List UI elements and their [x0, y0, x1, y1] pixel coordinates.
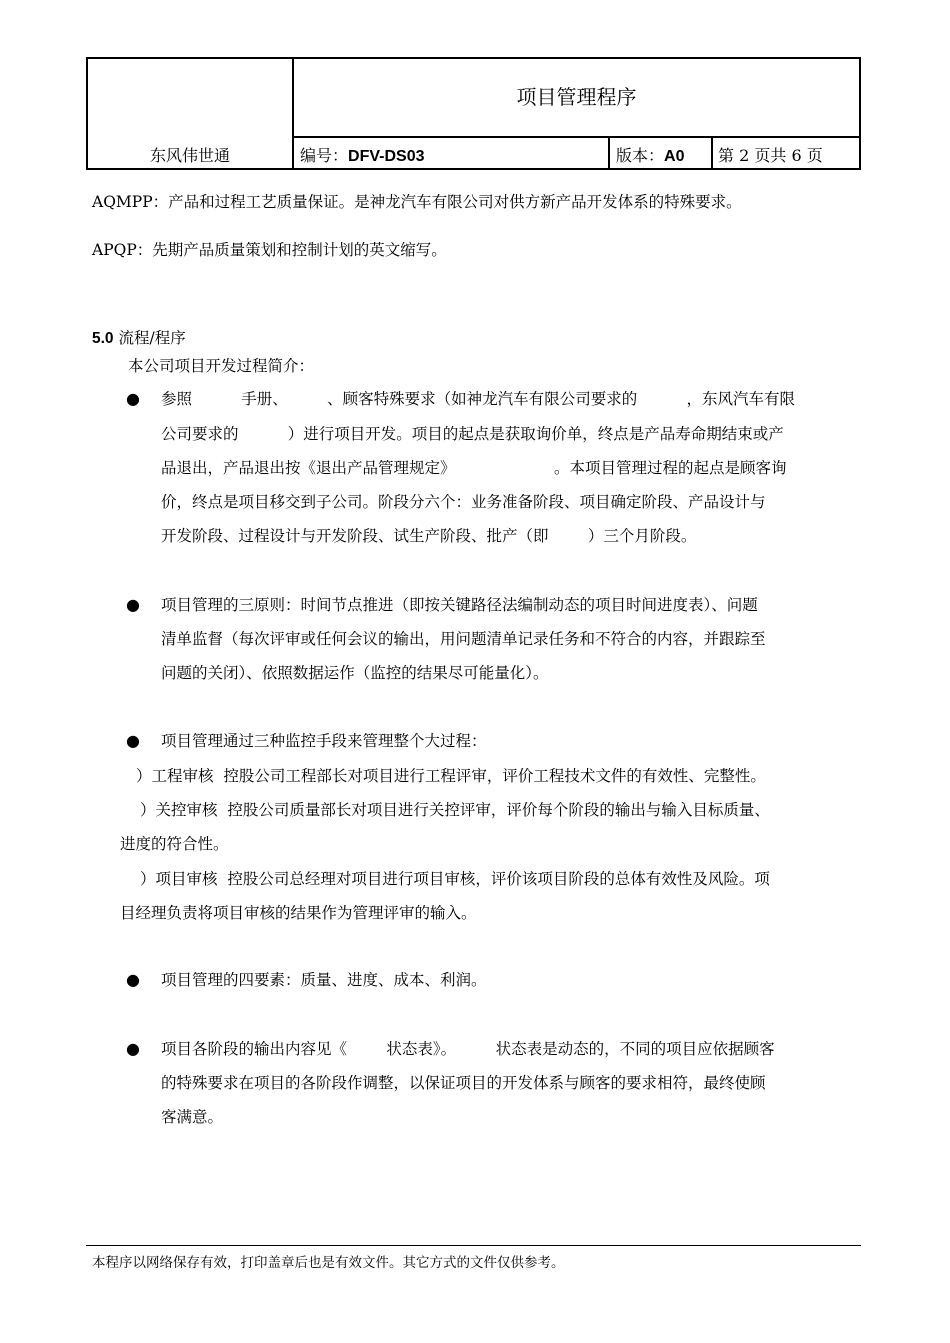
- section-title: 流程/程序: [118, 329, 186, 347]
- section-number: 5.0: [92, 330, 114, 347]
- paragraph-line: 价，终点是项目移交到子公司。阶段分六个：业务准备阶段、项目确定阶段、产品设计与: [161, 493, 766, 511]
- paragraph-line: 公司要求的 ）进行项目开发。项目的起点是获取询价单，终点是产品寿命期结束或产: [161, 425, 784, 443]
- monitor-item-engineering: ）工程审核 控股公司工程部长对项目进行工程评审，评价工程技术文件的有效性、完整性。: [136, 767, 766, 785]
- footer-note: 本程序以网络保存有效，打印盖章后也是有效文件。其它方式的文件仅供参考。: [92, 1255, 565, 1271]
- document-code: [300, 143, 424, 166]
- bullet-icon: ●: [126, 389, 140, 408]
- paragraph-line: 参照 手册、 、顾客特殊要求（如神龙汽车有限公司要求的 ，东风汽车有限: [161, 390, 795, 408]
- footer-divider: [86, 1245, 861, 1246]
- paragraph-line: 问题的关闭）、依照数据运作（监控的结果尽可能量化）。: [161, 664, 549, 682]
- bullet-icon: ●: [126, 1039, 140, 1058]
- paragraph-line: 清单监督（每次评审或任何会议的输出，用问题清单记录任务和不符合的内容，并跟踪至: [161, 630, 766, 648]
- paragraph-line: 开发阶段、过程设计与开发阶段、试生产阶段、批产（即 ）三个月阶段。: [161, 527, 697, 545]
- section-heading: [92, 328, 186, 349]
- paragraph-line: 项目各阶段的输出内容见《 状态表》。 状态表是动态的，不同的项目应依据顾客: [161, 1040, 775, 1058]
- document-title: 项目管理程序: [516, 85, 637, 109]
- bullet-icon: ●: [126, 731, 140, 750]
- paragraph-line: 客满意。: [161, 1108, 224, 1126]
- definition-apqp: APQP：先期产品质量策划和控制计划的英文缩写。: [92, 241, 447, 259]
- divider: [292, 59, 294, 168]
- paragraph-line: 的特殊要求在项目的各阶段作调整，以保证项目的开发体系与顾客的要求相符，最终使顾: [161, 1074, 766, 1092]
- bullet-icon: ●: [126, 970, 140, 989]
- company-name: 东风伟世通: [149, 146, 230, 165]
- page-info: 第 2 页共 6 页: [718, 146, 823, 165]
- document-version: [616, 143, 684, 166]
- definition-aqmpp: AQMPP：产品和过程工艺质量保证。是神龙汽车有限公司对供方新产品开发体系的特殊要求。: [92, 193, 742, 211]
- paragraph-line: 项目管理的三原则：时间节点推进（即按关键路径法编制动态的项目时间进度表）、问题: [161, 596, 758, 614]
- bullet-icon: ●: [126, 595, 140, 614]
- section-intro: 本公司项目开发过程简介：: [128, 357, 315, 375]
- document-header-table: [86, 57, 861, 170]
- monitor-item-quality-cont: 进度的符合性。: [120, 835, 229, 853]
- paragraph-line: 品退出，产品退出按《退出产品管理规定》 。本项目管理过程的起点是顾客询: [161, 459, 787, 477]
- version-value: A0: [664, 148, 685, 165]
- paragraph-line: 项目管理通过三种监控手段来管理整个大过程：: [161, 732, 487, 750]
- divider: [292, 136, 859, 138]
- code-label: 编号：: [300, 146, 349, 165]
- divider: [608, 136, 610, 168]
- version-label: 版本：: [616, 146, 665, 165]
- monitor-item-project-cont: 目经理负责将项目审核的结果作为管理评审的输入。: [120, 904, 477, 922]
- paragraph-line: 项目管理的四要素：质量、进度、成本、利润。: [161, 971, 487, 989]
- monitor-item-project: ）项目审核 控股公司总经理对项目进行项目审核，评价该项目阶段的总体有效性及风险。项: [140, 870, 770, 888]
- monitor-item-quality: ）关控审核 控股公司质量部长对项目进行关控评审，评价每个阶段的输出与输入目标质量、: [140, 801, 770, 819]
- code-value: DFV-DS03: [348, 148, 425, 165]
- divider: [711, 136, 713, 168]
